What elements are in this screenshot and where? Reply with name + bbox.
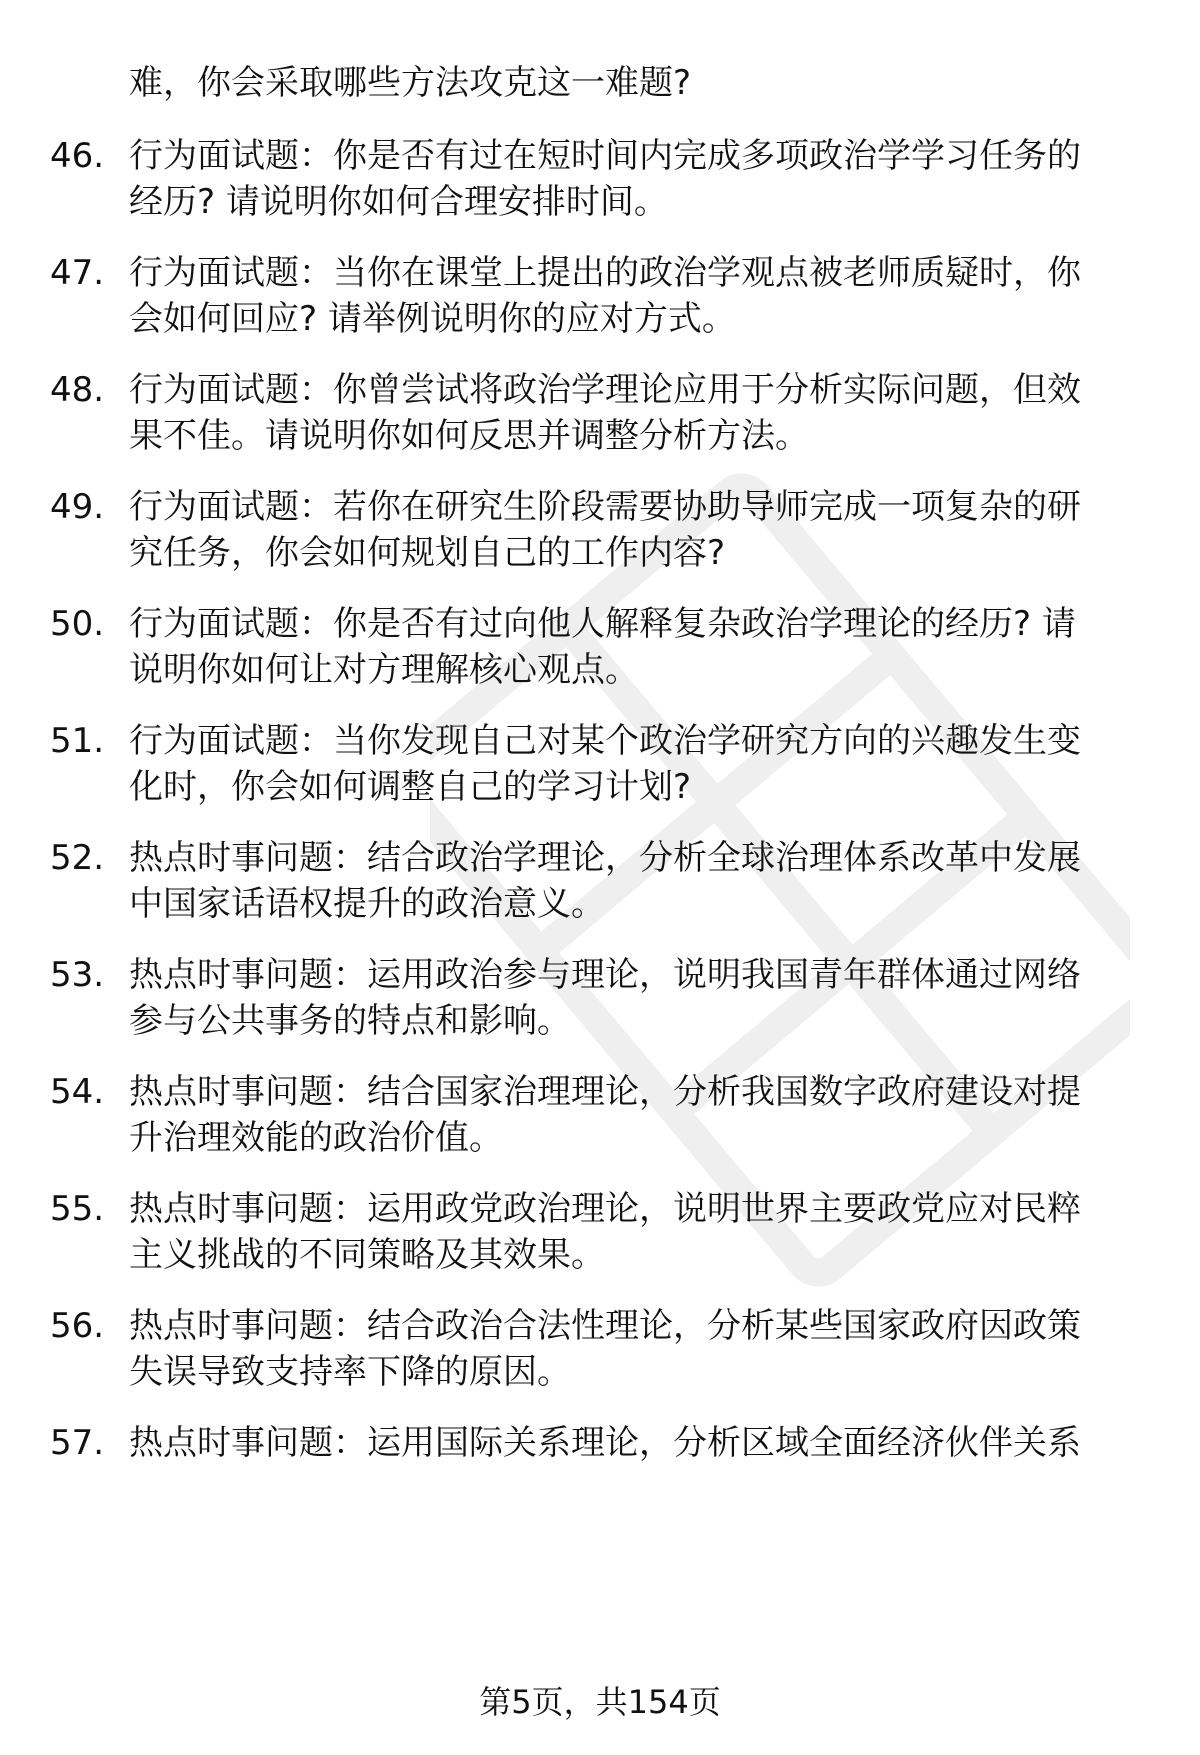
question-text-line: 参与公共事务的特点和影响。	[129, 1001, 571, 1041]
question-text	[129, 952, 1139, 1044]
question-text	[129, 367, 1139, 459]
question-text-line: 说明你如何让对方理解核心观点。	[129, 650, 639, 690]
question-number: 56.	[50, 1306, 105, 1346]
question-item-49	[50, 484, 1140, 576]
question-text-line: 中国家话语权提升的政治意义。	[129, 884, 605, 924]
question-number: 54.	[50, 1072, 105, 1112]
question-number: 57.	[50, 1423, 105, 1463]
question-text	[129, 1186, 1139, 1278]
question-text	[129, 1420, 1139, 1466]
question-text-line: 热点时事问题：结合国家治理理论，分析我国数字政府建设对提	[129, 1072, 1081, 1112]
question-text-line: 果不佳。请说明你如何反思并调整分析方法。	[129, 416, 809, 456]
question-number: 49.	[50, 487, 105, 527]
question-item-53	[50, 952, 1140, 1044]
question-number: 53.	[50, 955, 105, 995]
question-text-line: 行为面试题：当你在课堂上提出的政治学观点被老师质疑时，你	[129, 253, 1081, 293]
question-item-46	[50, 133, 1140, 225]
question-text	[129, 1069, 1139, 1161]
question-item-48	[50, 367, 1140, 459]
page-footer: 第5页，共154页	[479, 1683, 721, 1721]
question-text	[129, 835, 1139, 927]
question-text-line: 行为面试题：你是否有过向他人解释复杂政治学理论的经历? 请	[129, 604, 1076, 644]
question-text-line: 热点时事问题：结合政治学理论，分析全球治理体系改革中发展	[129, 838, 1081, 878]
question-number: 55.	[50, 1189, 105, 1229]
question-number: 46.	[50, 136, 105, 176]
question-number: 50.	[50, 604, 105, 644]
question-text-line: 热点时事问题：运用政治参与理论，说明我国青年群体通过网络	[129, 955, 1081, 995]
question-text-line: 究任务，你会如何规划自己的工作内容?	[129, 533, 726, 573]
continued-question-line: 难，你会采取哪些方法攻克这一难题?	[129, 63, 692, 103]
question-text-line: 升治理效能的政治价值。	[129, 1118, 503, 1158]
question-text-line: 行为面试题：若你在研究生阶段需要协助导师完成一项复杂的研	[129, 487, 1081, 527]
question-text-line: 经历? 请说明你如何合理安排时间。	[129, 182, 668, 222]
question-text-line: 行为面试题：当你发现自己对某个政治学研究方向的兴趣发生变	[129, 721, 1081, 761]
question-text-line: 行为面试题：你是否有过在短时间内完成多项政治学学习任务的	[129, 136, 1081, 176]
question-text	[129, 484, 1139, 576]
question-text-line: 失误导致支持率下降的原因。	[129, 1352, 571, 1392]
question-number: 48.	[50, 370, 105, 410]
question-item-57	[50, 1420, 1140, 1466]
question-text	[129, 1303, 1139, 1395]
question-number: 51.	[50, 721, 105, 761]
question-item-54	[50, 1069, 1140, 1161]
question-item-50	[50, 601, 1140, 693]
question-text	[129, 718, 1139, 810]
question-text	[129, 133, 1139, 225]
question-text-line: 会如何回应? 请举例说明你的应对方式。	[129, 299, 736, 339]
question-text-line: 主义挑战的不同策略及其效果。	[129, 1235, 605, 1275]
question-item-55	[50, 1186, 1140, 1278]
question-text-line: 行为面试题：你曾尝试将政治学理论应用于分析实际问题，但效	[129, 370, 1081, 410]
question-item-52	[50, 835, 1140, 927]
question-text-line: 热点时事问题：运用国际关系理论，分析区域全面经济伙伴关系	[129, 1423, 1081, 1463]
question-number: 47.	[50, 253, 105, 293]
question-text-line: 热点时事问题：运用政党政治理论，说明世界主要政党应对民粹	[129, 1189, 1081, 1229]
question-number: 52.	[50, 838, 105, 878]
question-item-56	[50, 1303, 1140, 1395]
question-item-47	[50, 250, 1140, 342]
question-text	[129, 250, 1139, 342]
question-text-line: 化时，你会如何调整自己的学习计划?	[129, 767, 692, 807]
question-text-line: 热点时事问题：结合政治合法性理论，分析某些国家政府因政策	[129, 1306, 1081, 1346]
question-item-51	[50, 718, 1140, 810]
question-text	[129, 601, 1139, 693]
